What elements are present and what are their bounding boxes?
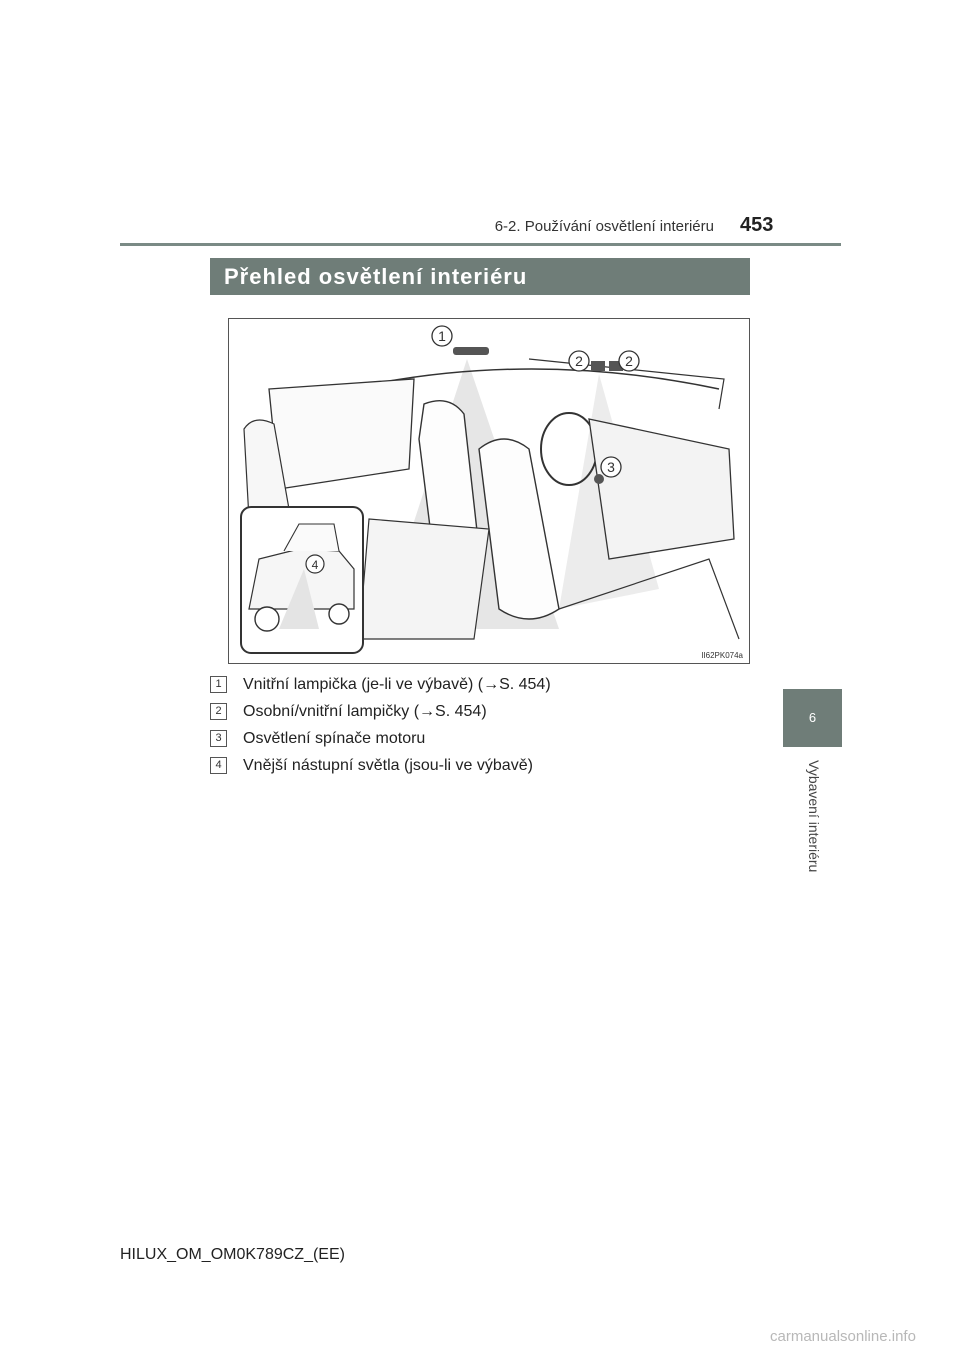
footer-model: HILUX_OM_OM0K789CZ_(EE)	[120, 1246, 345, 1263]
watermark: carmanualsonline.info	[770, 1328, 916, 1345]
legend-text: Osvětlení spínače motoru	[243, 729, 426, 747]
svg-text:3: 3	[607, 459, 615, 475]
legend-text: Vnější nástupní světla (jsou-li ve výbavě)	[243, 756, 533, 774]
callout-2b	[619, 351, 639, 371]
side-tab-number: 6	[783, 689, 842, 747]
header-section-title: 6-2. Používání osvětlení interiéru	[494, 218, 714, 235]
legend-number: 4	[210, 757, 227, 774]
interior-illustration-drawing	[229, 319, 749, 663]
legend-list	[210, 671, 770, 779]
personal-lamp-left	[591, 361, 605, 371]
figure-code: II62PK074a	[701, 651, 743, 660]
legend-number: 1	[210, 676, 227, 693]
side-tab-label: Vybavení interiéru	[806, 760, 822, 873]
legend-number: 3	[210, 730, 227, 747]
legend-number: 2	[210, 703, 227, 720]
svg-text:2: 2	[575, 353, 583, 369]
engine-switch	[594, 474, 604, 484]
seat-cushion-front	[359, 519, 489, 639]
legend-item	[210, 698, 770, 725]
callout-3	[601, 457, 621, 477]
legend-text: Osobní/vnitřní lampičky (→S. 454)	[243, 702, 487, 720]
interior-lamp	[453, 347, 489, 355]
interior-illustration	[228, 318, 750, 664]
svg-text:2: 2	[625, 353, 633, 369]
svg-text:4: 4	[311, 558, 319, 572]
callout-2a	[569, 351, 589, 371]
legend-text: Vnitřní lampička (je-li ve výbavě) (→S. 454)	[243, 675, 551, 693]
svg-text:1: 1	[438, 328, 446, 344]
legend-item	[210, 752, 770, 779]
dashboard-shape	[589, 419, 734, 559]
legend-item	[210, 725, 770, 752]
legend-item	[210, 671, 770, 698]
section-title-bar: Přehled osvětlení interiéru	[210, 258, 750, 295]
header-rule	[120, 243, 841, 246]
page-number: 453	[740, 214, 774, 236]
exterior-inset	[241, 507, 363, 653]
rear-seat-shape	[269, 379, 414, 489]
callout-1	[432, 326, 452, 346]
